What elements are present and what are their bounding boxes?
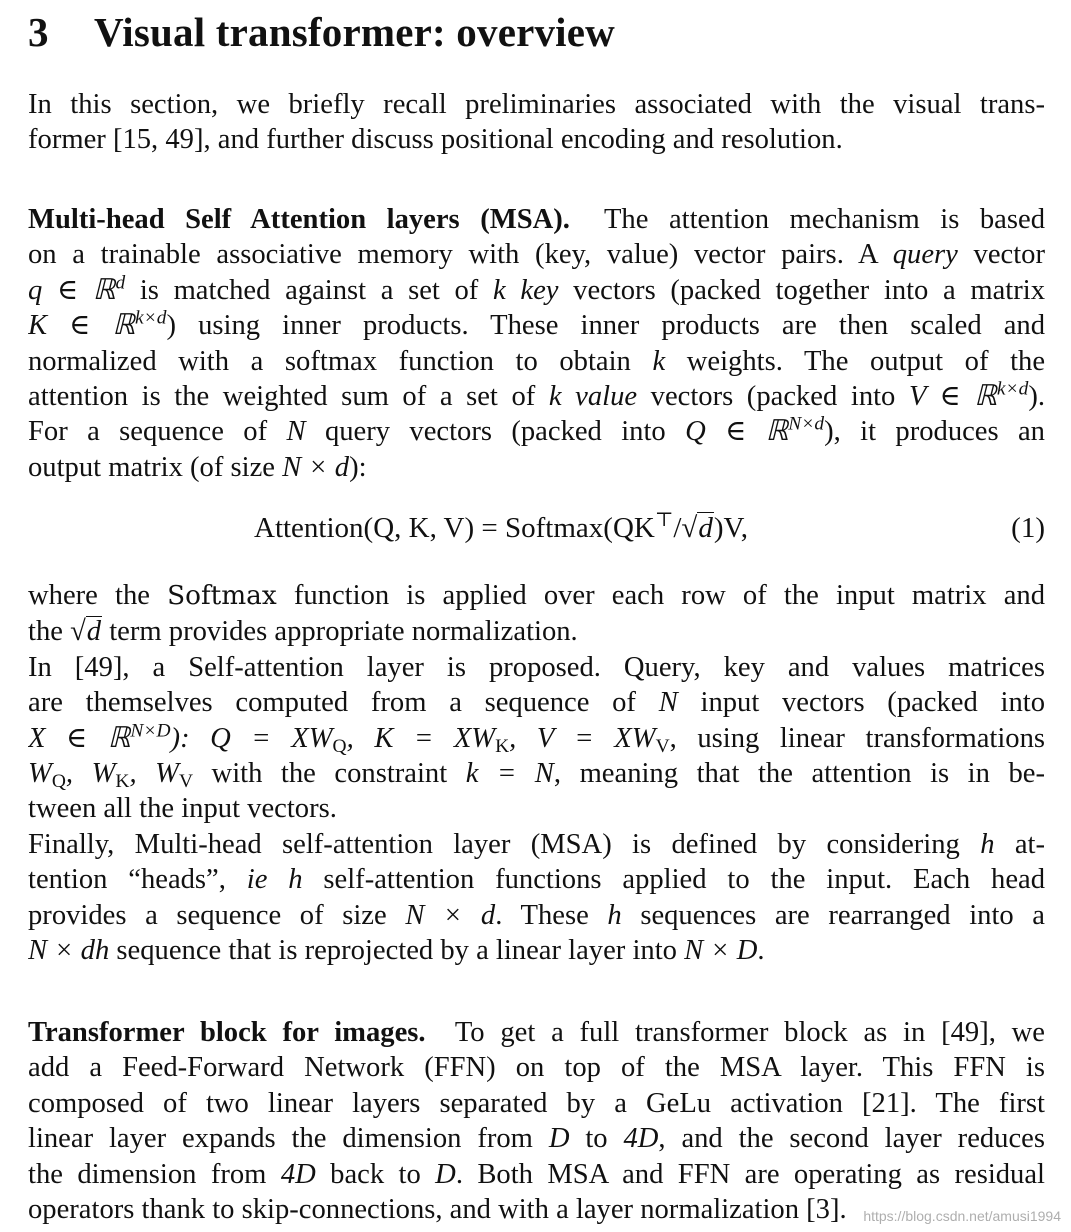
block-heading: Transformer block for images. xyxy=(28,1017,426,1048)
text-line: Finally, Multi-head self-attention layer (MSA) is defined by considering h at- xyxy=(28,828,1045,860)
intro-line: former [15, 49], and further discuss positional encoding and resolution. xyxy=(28,124,843,156)
after-equation-paragraph xyxy=(28,578,1045,968)
section-title: Visual transformer: overview xyxy=(94,9,615,55)
text-line: where the Softmax function is applied over each row of the input matrix and xyxy=(28,580,1045,611)
text-line: WQ, WK, WV with the constraint k = N, meaning that the attention is in be- xyxy=(28,758,1045,792)
msa-line: attention is the weighted sum of a set of k value vectors (packed into V ∈ ℝ$^{k\times d}$). xyxy=(28,379,1045,413)
msa-line: normalized with a softmax function to obtain k weights. The output of the xyxy=(28,345,1045,377)
intro-paragraph xyxy=(28,87,1045,158)
intro-line: In this section, we briefly recall preliminaries associated with the visual trans- xyxy=(28,89,1045,120)
msa-heading: Multi-head Self Attention layers (MSA). xyxy=(28,204,570,235)
section-number: 3 xyxy=(28,9,49,55)
text-line: the √d term provides appropriate normalization. xyxy=(28,616,578,648)
msa-line: For a sequence of N query vectors (packed into Q ∈ ℝ$^{N\times d}$), it produces an xyxy=(28,414,1045,448)
msa-line: on a trainable associative memory with (key, value) vector pairs. A query vector xyxy=(28,239,1045,271)
msa-line: output matrix (of size N × d): xyxy=(28,451,367,483)
block-line: Transformer block for images. To get a full transformer block as in [49], we xyxy=(28,1017,1045,1048)
transformer-block-paragraph xyxy=(28,1015,1045,1227)
block-line: composed of two linear layers separated by a GeLu activation [21]. The first xyxy=(28,1087,1045,1119)
block-line: add a Feed-Forward Network (FFN) on top of the MSA layer. This FFN is xyxy=(28,1052,1045,1084)
block-line: operators thank to skip-connections, and with a layer normalization [3]. xyxy=(28,1194,847,1226)
equation-body: Attention(Q, K, V) = Softmax(QK⊤/√d)V, xyxy=(254,509,748,544)
msa-line: q ∈ ℝ$^d$ is matched against a set of k key vectors (packed together into a matrix xyxy=(28,272,1045,306)
equation-number: (1) xyxy=(1011,512,1045,544)
text-line: X ∈ ℝ$^{N\times D}$): Q = XWQ, K = XWK, V = XWV, using linear transformations xyxy=(28,720,1045,757)
msa-line: Multi-head Self Attention layers (MSA). The attention mechanism is based xyxy=(28,204,1045,235)
text-line: are themselves computed from a sequence of N input vectors (packed into xyxy=(28,687,1045,719)
text-line: provides a sequence of size N × d. These h sequences are rearranged into a xyxy=(28,899,1045,931)
text-line: In [49], a Self-attention layer is proposed. Query, key and values matrices xyxy=(28,651,1045,683)
block-line: the dimension from 4D back to D. Both MSA and FFN are operating as residual xyxy=(28,1158,1045,1190)
section-heading xyxy=(28,8,615,56)
attention-equation xyxy=(28,509,1045,556)
block-line: linear layer expands the dimension from D to 4D, and the second layer reduces xyxy=(28,1123,1045,1155)
text-line: tween all the input vectors. xyxy=(28,793,337,825)
watermark: https://blog.csdn.net/amusi1994 xyxy=(863,1208,1061,1224)
text-line: tention “heads”, ie h self-attention functions applied to the input. Each head xyxy=(28,864,1045,896)
msa-paragraph xyxy=(28,202,1045,485)
msa-line: K ∈ ℝ$^{k\times d}$) using inner products. These inner products are then scaled and xyxy=(28,308,1045,342)
text-line: N × dh sequence that is reprojected by a linear layer into N × D. xyxy=(28,935,765,967)
